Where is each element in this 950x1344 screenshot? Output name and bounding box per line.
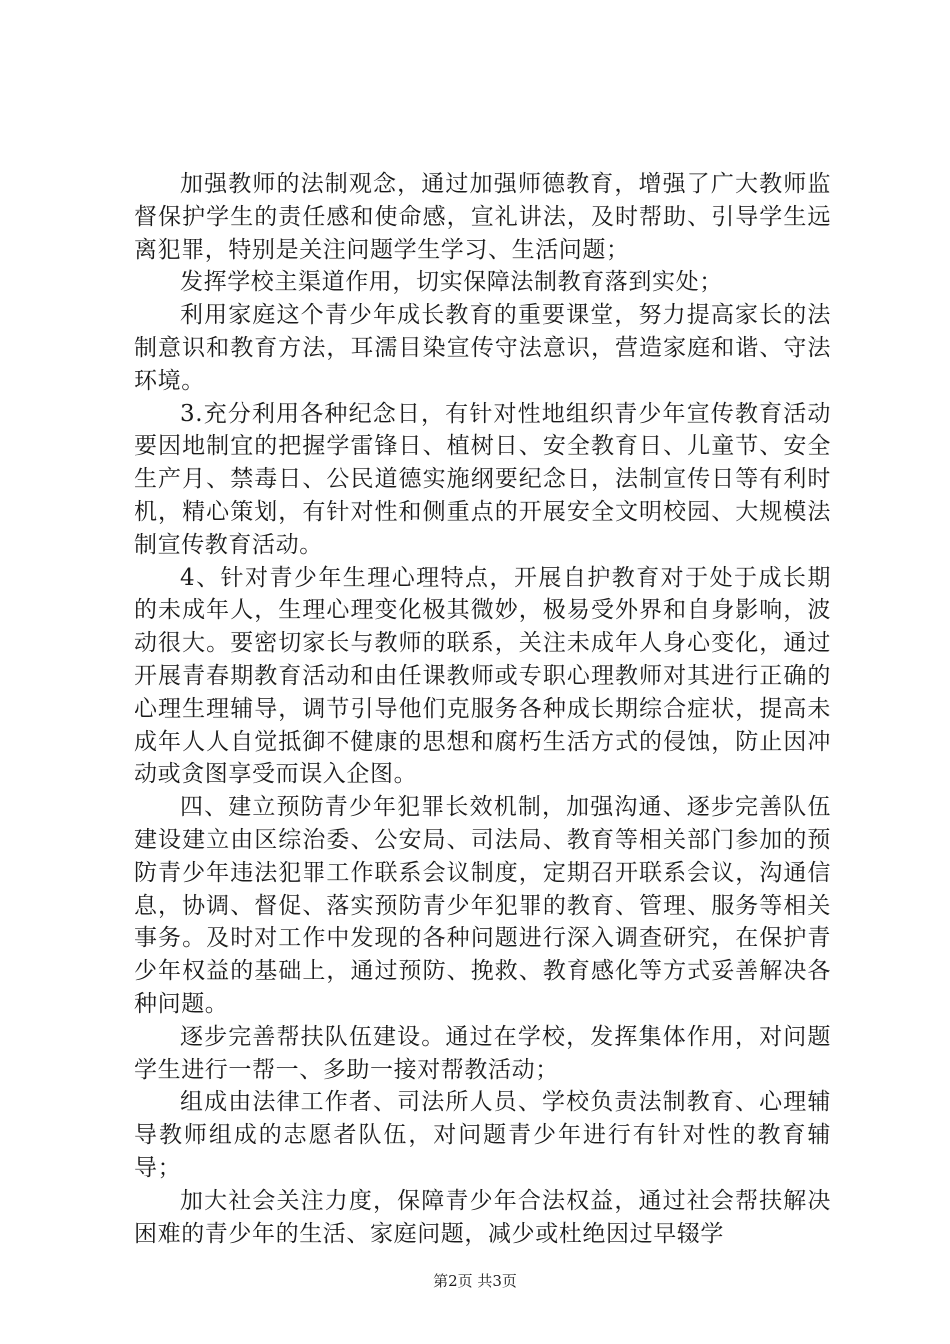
paragraph: 四、建立预防青少年犯罪长效机制，加强沟通、逐步完善队伍建设建立由区综治委、公安局、司法局、教育等相关部门参加的预防青少年违法犯罪工作联系会议制度，定期召开联系会议，沟通信息，协调、督促、落实预防青少年犯罪的教育、管理、服务等相关事务。及时对工作中发现的各种问题进行深入调查研究，在保护青少年权益的基础上，通过预防、挽救、教育感化等方式妥善解决各种问题。 bbox=[134, 794, 831, 1017]
paragraph: 4、针对青少年生理心理特点，开展自护教育对于处于成长期的未成年人，生理心理变化极其微妙，极易受外界和自身影响，波动很大。要密切家长与教师的联系，关注未成年人身心变化，通过开展青春期教育活动和由任课教师或专职心理教师对其进行正确的心理生理辅导，调节引导他们克服务各种成长期综合症状，提高未成年人人自觉抵御不健康的思想和腐朽生活方式的侵蚀，防止因冲动或贪图享受而误入企图。 bbox=[134, 564, 831, 788]
paragraph: 逐步完善帮扶队伍建设。通过在学校，发挥集体作用，对问题学生进行一帮一、多助一接对帮教活动； bbox=[134, 1023, 831, 1083]
document-body bbox=[134, 168, 831, 1250]
page-number-footer: 第2页 共3页 bbox=[433, 1272, 517, 1290]
paragraph: 组成由法律工作者、司法所人员、学校负责法制教育、心理辅导教师组成的志愿者队伍，对问题青少年进行有针对性的教育辅导； bbox=[134, 1089, 831, 1181]
paragraph: 发挥学校主渠道作用，切实保障法制教育落到实处； bbox=[180, 269, 723, 296]
paragraph: 利用家庭这个青少年成长教育的重要课堂，努力提高家长的法制意识和教育方法，耳濡目染宣传守法意识，营造家庭和谐、守法环境。 bbox=[134, 302, 831, 394]
paragraph: 加强教师的法制观念，通过加强师德教育，增强了广大教师监督保护学生的责任感和使命感，宣礼讲法，及时帮助、引导学生远离犯罪，特别是关注问题学生学习、生活问题； bbox=[134, 171, 831, 263]
paragraph: 3.充分利用各种纪念日，有针对性地组织青少年宣传教育活动要因地制宜的把握学雷锋日、植树日、安全教育日、儿童节、安全生产月、禁毒日、公民道德实施纲要纪念日，法制宣传日等有利时机，精心策划，有针对性和侧重点的开展安全文明校园、大规模法制宣传教育活动。 bbox=[134, 400, 831, 558]
paragraph: 加大社会关注力度，保障青少年合法权益，通过社会帮扶解决困难的青少年的生活、家庭问题，减少或杜绝因过早辍学 bbox=[134, 1187, 831, 1247]
